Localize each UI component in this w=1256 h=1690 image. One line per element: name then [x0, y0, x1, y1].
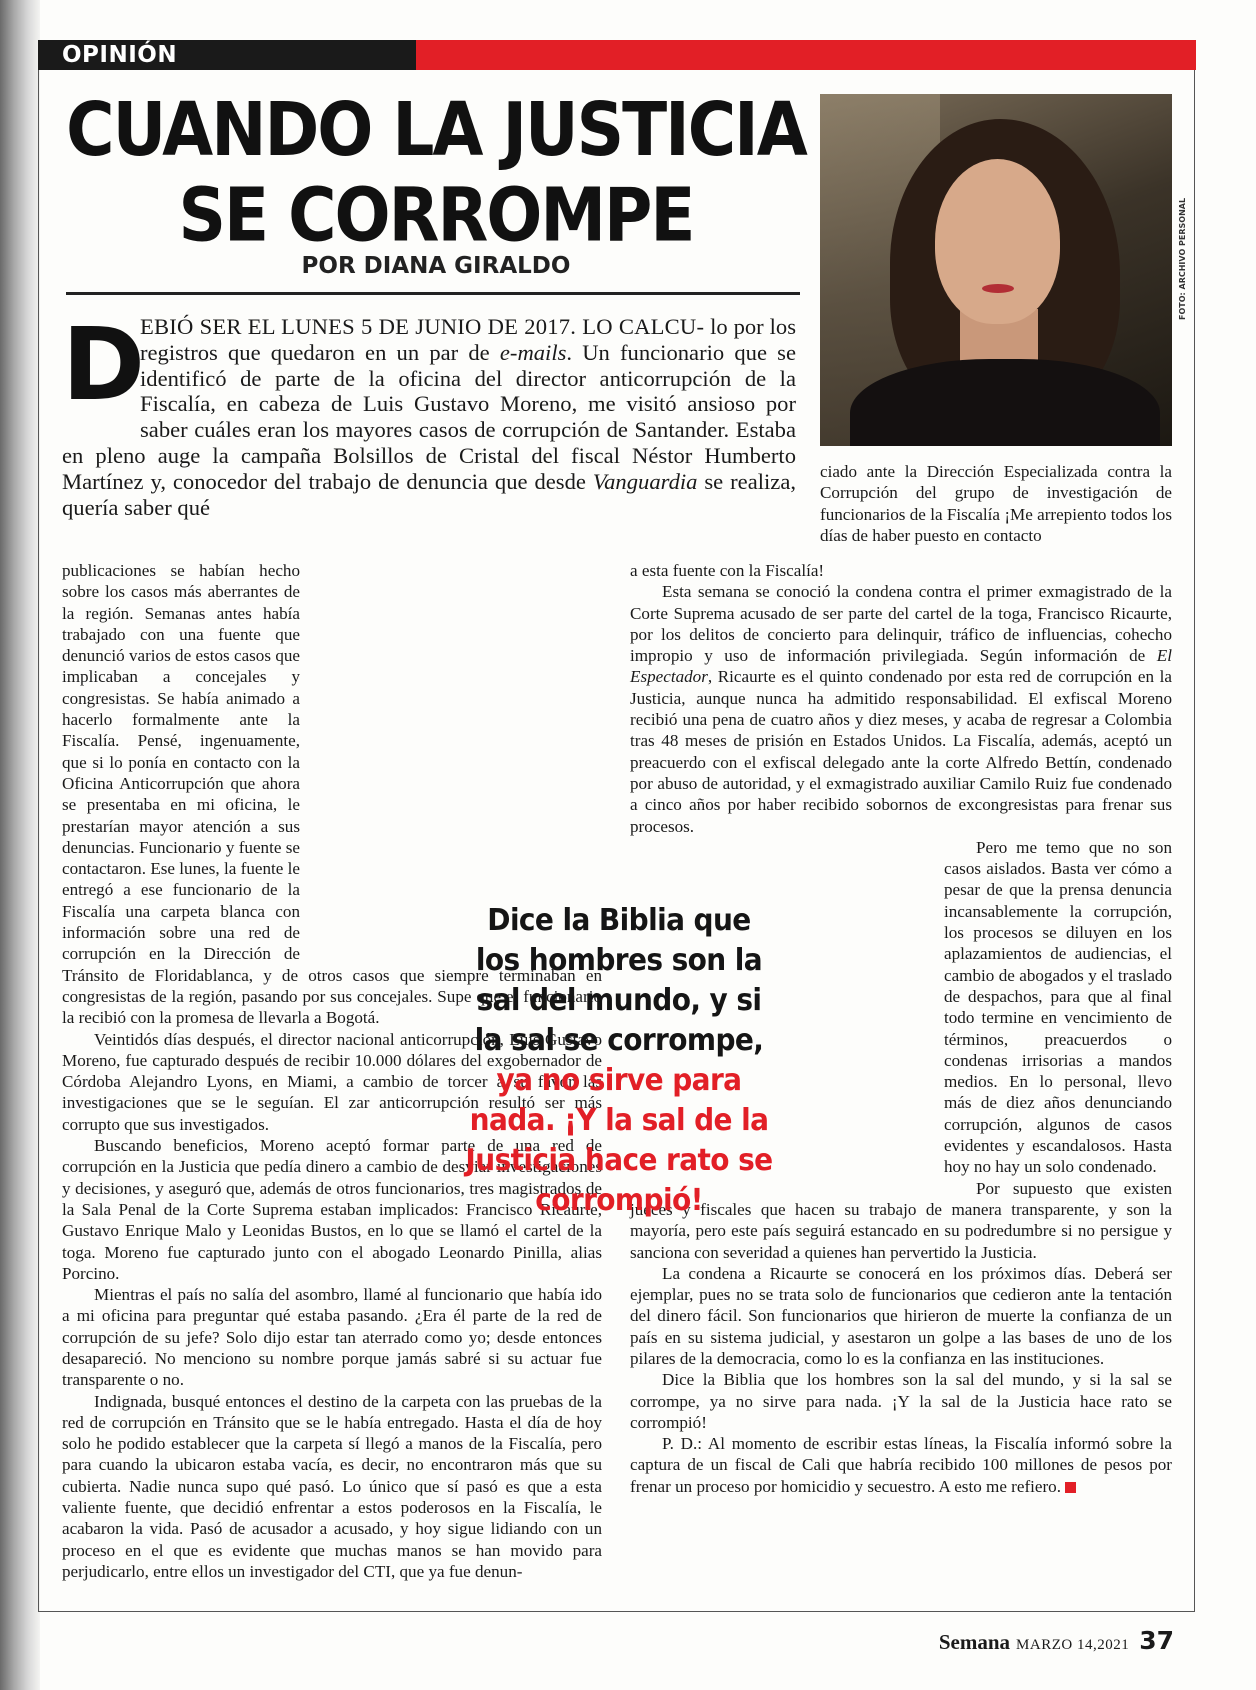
pull-quote	[464, 900, 774, 1220]
pull-quote-highlight: ya no sirve para nada. ¡Y la sal de la Justicia hace rato se corrompió!	[465, 1062, 773, 1218]
body-paragraph: Mientras el país no salía del asombro, llamé al funcionario que había ido a mi oficina para preguntar qué estaba pasando. ¿Era él parte de la red de corrupción de su jefe? Solo dijo estar tan aterrado como yo; desde entonces desapareció. No menciono su nombre porque jamás sabré si su actuar fue transparente o no.	[62, 1285, 602, 1390]
drop-cap: D	[62, 306, 146, 423]
column-2-top-text	[820, 461, 1172, 546]
body-text: , Ricaurte es el quinto condenado por esta red de corrupción en la Justicia, aunque nunca ha admitido responsabilidad. El exfiscal Moreno recibió una pena de cuatro años y diez meses, y acaba de regresar a Colombia tras 48 meses de prisión en Estados Unidos. La Fiscalía, además, aceptó un preacuerdo con el exfiscal delegado ante la corte Alfredo Bettín, condenado por abuso de autoridad, y el exmagistrado auxiliar Camilo Ruiz fue condenado a cinco años por haber recibido sobornos de excongresistas para frenar sus procesos.	[630, 667, 1172, 836]
body-paragraph: La condena a Ricaurte se conocerá en los próximos días. Deberá ser ejemplar, pues no se trata solo de funcionarios que cedieron ante la tentación del dinero fácil. Son funcionarios que hirieron de muerte la confianza de un país en su sistema judicial, y asestaron un golpe a las bases de uno de los pilares de la democracia, como lo es la confianza en las instituciones.	[630, 1263, 1172, 1368]
body-text: Esta semana se conoció la condena contra el primer exmagistrado de la Corte Suprema acusado de ser parte del cartel de la toga, Francisco Ricaurte, por los delitos de concierto para delinquir, tráfico de influencias, cohecho impropio y uso de información privilegiada. Según información de	[630, 582, 1172, 666]
body-paragraph: Veintidós días después, el director nacional anticorrupción, Luis Gustavo Moreno, fue capturado después de recibir 10.000 dólares del exgobernador de Córdoba Alejandro Lyons, en Miami, a cambio de torcer a su favor las investigaciones que se le seguían. El zar anticorrupción resultó ser más corrupto que sus investigados.	[62, 1029, 602, 1134]
section-label: OPINIÓN	[38, 40, 416, 70]
body-emphasis: El Espectador	[630, 646, 1172, 687]
body-paragraph	[630, 1433, 1172, 1497]
body-paragraph: ciado ante la Dirección Especializada contra la Corrupción del grupo de investigación de funcionarios de la Fiscalía ¡Me arrepiento todos los días de haber puesto en contacto	[820, 462, 1172, 545]
page-number: 37	[1139, 1626, 1174, 1655]
lead-text: lo por los registros que quedaron en un par de	[140, 314, 796, 365]
lead-emphasis: Vanguardia	[592, 468, 698, 494]
lead-text: se realiza, quería saber qué	[62, 468, 796, 520]
byline-rule	[66, 292, 800, 295]
lead-paragraph	[62, 306, 796, 520]
byline: POR DIANA GIRALDO	[301, 253, 571, 279]
lead-emphasis: e-mails	[499, 339, 567, 365]
photo-credit: FOTO: ARCHIVO PERSONAL	[1178, 197, 1187, 320]
body-paragraph: publicaciones se habían hecho sobre los casos más aberrantes de la región. Semanas antes había trabajado con una fuente que denunció varios de estos casos que implicaban a concejales y congresistas. Se había animado a hacerlo formalmente ante la Fiscalía. Pensé, ingenuamente, que si lo ponía en contacto con la Oficina Anticorrupción que ahora se presentaba en mi oficina, le prestarían mayor atención a sus denuncias. Funcionario y fuente se contactaron. Ese lunes, la fuente le entregó a ese funcionario de la Fiscalía una carpeta blanca con información sobre una red de corrupción en la Dirección de Tránsito de Floridablanca, y de otros casos que siempre terminaban en congresistas de la región, pasando por sus concejales. Supe que el funcionario la recibió con la promesa de llevarla a Bogotá.	[62, 561, 602, 1028]
section-header-bar	[38, 40, 1196, 70]
headline: CUANDO LA JUSTICIA SE CORROMPE	[66, 86, 806, 259]
section-accent-bar	[416, 40, 1196, 70]
body-paragraph: Por supuesto que existen jueces y fiscales que hacen su trabajo de manera transparente, y son la mayoría, pero este país seguirá estancado en su podredumbre si no persigue y sanciona con severidad a quienes han pervertido la Justicia.	[630, 1178, 1172, 1262]
page-gutter-shadow	[0, 0, 40, 1690]
issue-date: MARZO 14,2021	[1016, 1637, 1130, 1653]
pull-quote-text: Dice la Biblia que los hombres son la sal del mundo, y si la sal se corrompe,	[474, 902, 764, 1058]
body-paragraph: Dice la Biblia que los hombres son la sal del mundo, y si la sal se corrompe, ya no sirve para nada. ¡Y la sal de la Justicia hace rato se corrompió!	[630, 1370, 1172, 1432]
author-photo	[820, 94, 1172, 446]
body-paragraph: Pero me temo que no son casos aislados. Basta ver cómo a pesar de que la prensa denuncia incansablemente la corrupción, los procesos se diluyen en los aplazamientos de audiencias, el cambio de abogados y el traslado de despachos, para que al final todo termine en vencimiento de términos, preacuerdos o condenas irrisorias a mandos medios. En lo personal, llevo más de diez años denunciando corrupción, algunos de casos evidentes y escandalosos. Hasta hoy no hay un solo condenado.	[944, 837, 1172, 1177]
magazine-name: Semana	[938, 1630, 1011, 1654]
body-paragraph	[630, 581, 1172, 837]
body-paragraph: Buscando beneficios, Moreno aceptó formar parte de una red de corrupción en la Justicia que pedía dinero a cambio de desviar investigaciones y decisiones, y aseguró que, además de otros funcionarios, tres magistrados de la Sala Penal de la Corte Suprema estaban implicados: Francisco Ricaurte, Gustavo Enrique Malo y Leonidas Bustos, en lo que se llamó el cartel de la toga. Moreno fue capturado junto con el abogado Leonardo Pinilla, alias Porcino.	[62, 1136, 602, 1283]
body-text: P. D.: Al momento de escribir estas líneas, la Fiscalía informó sobre la captura de un fiscal de Cali que habría recibido 100 millones de pesos por frenar un proceso por homicidio y secuestro. A esto me refiero.	[630, 1434, 1172, 1496]
end-mark-icon	[1065, 1482, 1076, 1493]
body-paragraph: a esta fuente con la Fiscalía!	[630, 561, 825, 580]
lead-caps: EBIÓ SER EL LUNES 5 DE JUNIO DE 2017. LO CALCU-	[140, 314, 705, 339]
page-footer	[939, 1626, 1174, 1655]
body-paragraph: Indignada, busqué entonces el destino de la carpeta con las pruebas de la red de corrupción en Tránsito que se le había entregado. Hasta el día de hoy solo he podido establecer que la carpeta sí llegó a manos de la Fiscalía, pero para cuando la ubicaron estaba vacía, es decir, no encontraron más que su cubierta. Nadie nunca supo qué pasó. Lo único que sí pasó es que a esta valiente fuente, que decidió enfrentar a estos poderosos en la Fiscalía, le acabaron la vida. Pasó de acusador a acusado, y hoy sigue lidiando con un proceso en el que es evidente que muchas manos se han movido para perjudicarlo, entre ellos un investigador del CTI, que ya fue denun-	[62, 1391, 602, 1581]
lead-text: . Un funcionario que se identificó de parte de la oficina del director anticorrupción de la Fiscalía, en cabeza de Luis Gustavo Moreno, me visitó ansioso por saber cuáles eran los mayores casos de corrupción de Santander. Estaba en pleno auge la campaña Bolsillos de Cristal del fiscal Néstor Humberto Martínez y, conocedor del trabajo de denuncia que desde	[62, 339, 796, 494]
